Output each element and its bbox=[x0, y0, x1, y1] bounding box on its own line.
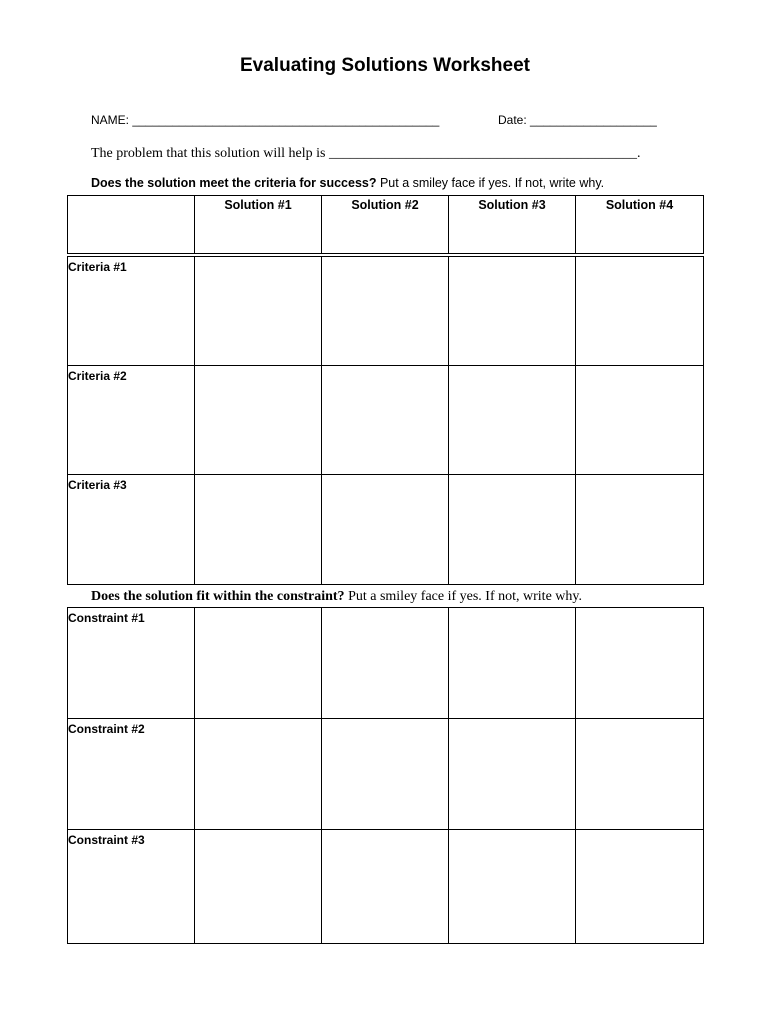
answer-cell[interactable] bbox=[576, 475, 704, 585]
answer-cell[interactable] bbox=[576, 366, 704, 475]
criteria-row-1 bbox=[68, 255, 704, 366]
answer-cell[interactable] bbox=[322, 255, 449, 366]
solution-header-1: Solution #1 bbox=[195, 196, 322, 256]
criteria-label-1: Criteria #1 bbox=[68, 255, 195, 366]
criteria-question-bold: Does the solution meet the criteria for success? bbox=[91, 176, 377, 190]
constraint-label-3: Constraint #3 bbox=[68, 830, 195, 944]
answer-cell[interactable] bbox=[449, 830, 576, 944]
problem-statement[interactable]: The problem that this solution will help is ____________________________________________. bbox=[91, 146, 641, 161]
answer-cell[interactable] bbox=[449, 366, 576, 475]
constraint-row-3 bbox=[68, 830, 704, 944]
answer-cell[interactable] bbox=[576, 830, 704, 944]
criteria-label-3: Criteria #3 bbox=[68, 475, 195, 585]
constraint-question bbox=[91, 589, 582, 605]
answer-cell[interactable] bbox=[449, 475, 576, 585]
answer-cell[interactable] bbox=[195, 608, 322, 719]
criteria-table bbox=[67, 195, 704, 585]
answer-cell[interactable] bbox=[449, 255, 576, 366]
name-field[interactable]: NAME: ______________________________________________ bbox=[91, 113, 440, 127]
answer-cell[interactable] bbox=[449, 719, 576, 830]
answer-cell[interactable] bbox=[576, 608, 704, 719]
answer-cell[interactable] bbox=[195, 475, 322, 585]
solution-header-2: Solution #2 bbox=[322, 196, 449, 256]
constraint-question-rest: Put a smiley face if yes. If not, write why. bbox=[344, 589, 582, 604]
constraint-label-1: Constraint #1 bbox=[68, 608, 195, 719]
date-field[interactable]: Date: ___________________ bbox=[498, 113, 657, 127]
answer-cell[interactable] bbox=[195, 830, 322, 944]
answer-cell[interactable] bbox=[195, 366, 322, 475]
criteria-question bbox=[91, 176, 604, 190]
criteria-row-3 bbox=[68, 475, 704, 585]
answer-cell[interactable] bbox=[322, 366, 449, 475]
answer-cell[interactable] bbox=[576, 255, 704, 366]
constraint-row-2 bbox=[68, 719, 704, 830]
criteria-question-rest: Put a smiley face if yes. If not, write why. bbox=[376, 176, 605, 190]
worksheet-title: Evaluating Solutions Worksheet bbox=[240, 55, 530, 76]
constraint-table bbox=[67, 607, 704, 944]
answer-cell[interactable] bbox=[195, 255, 322, 366]
criteria-header-row bbox=[68, 196, 704, 256]
answer-cell[interactable] bbox=[195, 719, 322, 830]
constraint-question-bold: Does the solution fit within the constraint? bbox=[91, 589, 345, 604]
answer-cell[interactable] bbox=[322, 608, 449, 719]
criteria-row-2 bbox=[68, 366, 704, 475]
corner-cell bbox=[68, 196, 195, 256]
answer-cell[interactable] bbox=[322, 719, 449, 830]
answer-cell[interactable] bbox=[322, 475, 449, 585]
constraint-row-1 bbox=[68, 608, 704, 719]
answer-cell[interactable] bbox=[449, 608, 576, 719]
answer-cell[interactable] bbox=[322, 830, 449, 944]
solution-header-3: Solution #3 bbox=[449, 196, 576, 256]
solution-header-4: Solution #4 bbox=[576, 196, 704, 256]
criteria-label-2: Criteria #2 bbox=[68, 366, 195, 475]
constraint-label-2: Constraint #2 bbox=[68, 719, 195, 830]
answer-cell[interactable] bbox=[576, 719, 704, 830]
